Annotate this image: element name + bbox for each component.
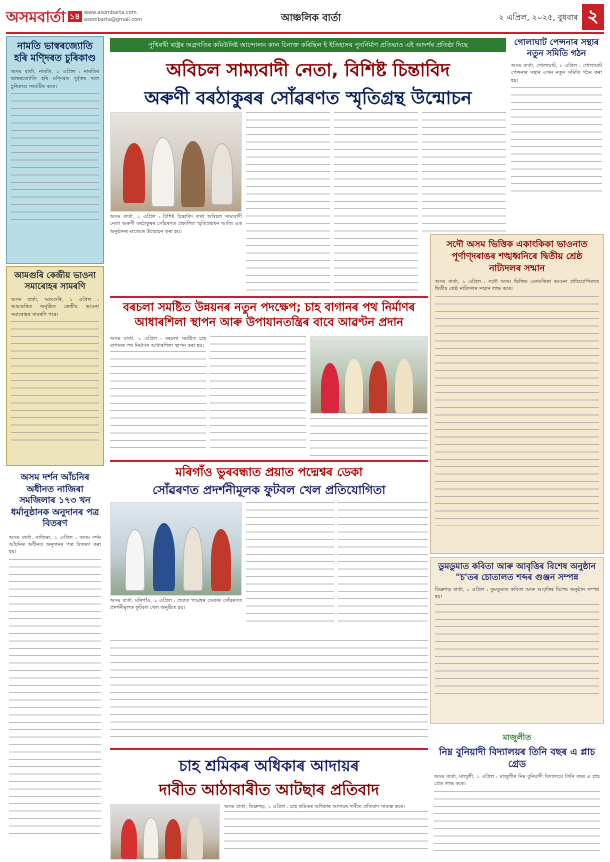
story3-caption [110,598,242,613]
right-school-kicker: মাজুলীত [502,733,532,742]
story2-text-col-2 [210,336,306,454]
right-box-headline[interactable]: গোলাঘাট পেন্সনাৰ সন্থাৰ নতুন সমিতি গঠন [514,38,599,59]
text-lines [11,93,99,223]
text-lines [11,321,99,447]
story3-headline-line2[interactable]: সোঁৱৰণত প্ৰদৰ্শনীমূলক ফুটবল খেল প্ৰতিযোগিতা [152,483,386,497]
story3-text-col-2 [338,502,428,622]
story3-body: অসম বাৰ্তা, মৰিগাঁও, ১ এপ্ৰিল : প্ৰয়াত পদ্মেশ্বৰ ডেকাৰ সোঁৱৰণত প্ৰদৰ্শনীমূলক ফুটবল খেল অনুষ্ঠিত হয়। [110,598,242,612]
person-figure [181,141,205,207]
person-figure [153,523,175,591]
story2-body: অসম বাৰ্তা, ১ এপ্ৰিল : বৰচলা সমষ্টিত চাহ বাগানৰ পথ নিৰ্মাণৰ আধাৰশিলা স্থাপন কৰা হয়। [110,336,206,350]
left-box2-headline[interactable]: আমগুৰি কেন্দ্ৰীয় ভাওনা সমাৰোহৰ সামৰণি [14,271,96,292]
story4-headline-line2[interactable]: দাবীত আঠাবাৰীত আটছাৰ প্ৰতিবাদ [158,781,380,799]
right-school-headline[interactable]: নিম্ন বুনিয়াদী বিদ্যালয়ৰ তিনি বছৰ এ প্লাচ গ্ৰেড [439,747,595,770]
right-school-story [430,728,604,858]
lead-text-col-1 [246,112,330,294]
text-lines [224,811,428,851]
person-figure [151,137,175,207]
right-box-body: অসম বাৰ্তা, গোলাঘাট, ১ এপ্ৰিল : গোলাঘাট পেন্সনাৰ সন্থাৰ এখন নতুন সমিতি গঠন কৰা হয়। [511,63,602,84]
person-figure [369,361,387,413]
text-lines [422,112,506,232]
story4-text [224,804,428,851]
lead-photo [110,112,242,212]
left-news-box [6,36,104,264]
story4-photo [110,804,220,860]
divider-line [110,460,428,462]
person-figure [187,817,203,859]
page-number: ২ [582,4,604,30]
person-figure [165,819,181,859]
story2-text-col-3 [310,418,428,458]
story2-headline[interactable] [110,300,428,330]
website-text: www.asombarta.com [84,10,137,16]
person-figure [183,527,203,591]
lead-headline-line2[interactable]: অৰুণী বৰঠাকুৰৰ সোঁৱৰণত স্মৃতিগ্ৰন্থ উন্মোচন [144,88,472,109]
story3-text-col-1 [246,502,334,622]
right-feature-headline[interactable]: সদৌ অসম ভিত্তিক একাংকিকা ভাওনাত পূৰ্ণাণ্দৰাঙৰ শঙ্খধ্বনিৰে দ্বিতীয় শ্ৰেষ্ঠ নাট্যদলৰ সন্মান [446,240,588,274]
text-lines [435,296,599,526]
dateline: ২ এপ্ৰিল, ২০২৫, বুধবাৰ [498,13,578,22]
logo-tag: ১৪ [69,12,80,21]
text-lines [110,351,206,451]
left-box2-body: অসম বাৰ্তা, আমগুৰি, ১ এপ্ৰিল : আমগুৰিত অনুষ্ঠিত কেন্দ্ৰীয় ভাওনা সমাৰোহৰ সামৰণি পৰে। [11,297,99,318]
person-figure [211,143,233,205]
person-figure [321,363,339,413]
story3-photo [110,502,242,596]
lead-photo-caption [110,214,242,236]
text-lines [210,336,306,454]
left-box-body: অসম বাৰ্তা, নামতি, ১ এপ্ৰিল : নামতিৰ ভাস্বৰজ্যোতি হৰি মণ্দিৰত দুৰ্বৃত্তৰ দলে চুৰিকাণ্ড সংঘটিত কৰে। [11,69,99,90]
divider-line [110,748,428,750]
contact-info [84,10,142,24]
person-figure [143,817,159,859]
right-poetry-box [430,557,604,724]
story4-body: অসম বাৰ্তা, ডিব্ৰুগড়, ১ এপ্ৰিল : চাহ শ্ৰমিকৰ অধিকাৰ আদায়ৰ দাবীত প্ৰতিবাদ সাব্যস্ত কৰে। [224,804,405,810]
story2-text [110,336,206,451]
right-news-box [509,36,604,232]
person-figure [125,529,145,591]
left-news-column [6,470,104,860]
lead-kicker: পুথিৰখী ৰাষ্ট্ৰৰ অগ্ৰগতিৰ কমিউনিষ্ট আন্দোলন কাল চিনাক্ত কৰিছিল ই ইতিহাসৰ পুনৰ্নিৰ্মাণ প্ৰতিভাও এই আদৰ্শৰ প্ৰতিষ্ঠা দিছে [110,38,506,52]
text-lines [9,559,101,839]
text-lines [246,112,330,294]
story2-photo [310,336,428,414]
lead-text-col-2 [334,112,418,294]
story4-headline-line1[interactable]: চাহ শ্ৰমিকৰ অধিকাৰ আদায়ৰ [178,757,360,775]
left-col-headline[interactable]: অসম দৰ্শন আঁচনিৰ অধীনত নাজিৰা সমজিলাৰ ১৭৩ খন ধৰ্মানুষ্ঠানক অনুদানৰ পত্ৰ বিতৰণ [10,473,100,529]
right-feature-body: অসম বাৰ্তা, ১ এপ্ৰিল : সদৌ অসম ভিত্তিক একাংকিকা ভাওনা প্ৰতিযোগিতাত দ্বিতীয় শ্ৰেষ্ঠ নাট্যদলৰ সন্মান লাভ কৰে। [435,279,599,293]
email-text: asombarta@gmail.com [84,17,143,23]
lead-text-col-3 [422,112,506,232]
person-figure [211,529,231,591]
person-figure [345,359,363,413]
text-lines [338,502,428,622]
text-lines [310,418,428,458]
story3-text-lower [110,640,428,740]
story2-headline-line2: আধাৰশিলা স্থাপন আৰু উপাযানতন্ত্ৰিৰ বাবে আৱণ্টন প্ৰদান [134,315,404,329]
person-figure [123,143,145,203]
story3-headline-line1[interactable]: মৰিগাঁও ভুৰবন্ধাত প্ৰয়াত পদ্মেশ্বৰ ডেকা [175,465,363,479]
lead-headline-line1[interactable]: অবিচল সাম্যবাদী নেতা, বিশিষ্ট চিন্তাবিদ [166,60,450,81]
story2-headline-line1: বৰচলা সমষ্টিত উন্নয়নৰ নতুন পদক্ষেপ; চাহ বাগানৰ পথ নিৰ্মাণৰ [122,300,416,314]
right-poetry-headline[interactable]: ডুমডুমাত কবিতা আৰু আবৃত্তিৰ বিশেষ অনুষ্ঠান "চ'তৰ চোতালত শব্দৰ গুঞ্জন সম্পন্ন [438,562,596,583]
text-lines [334,112,418,294]
text-lines [434,791,600,851]
section-title: আঞ্চলিক বাৰ্তা [281,13,342,24]
text-lines [435,604,599,699]
right-school-body: অসম বাৰ্তা, মাজুলী, ১ এপ্ৰিল : মাজুলীৰ নিম্ন বুনিয়াদী বিদ্যালয়ে তিনি বছৰ এ প্লাচ গ্ৰেড লাভ কৰে। [434,774,600,788]
text-lines [246,502,334,622]
right-feature-box [430,234,604,554]
text-lines [511,87,602,197]
left-news-box-2 [6,266,104,466]
text-lines [110,640,428,740]
right-poetry-body: ডিব্ৰুগড় বাৰ্তা, ১ এপ্ৰিল : ডুমডুমাত কবিতা আৰু আবৃত্তিৰ বিশেষ অনুষ্ঠান সম্পন্ন হয়। [435,587,599,601]
left-box-headline[interactable]: নামতি ভাস্বৰজ্যোতি হৰি মণ্দিৰত চুৰিকাণ্ড [14,41,96,64]
person-figure [395,359,413,413]
newspaper-logo[interactable]: অসমবাৰ্তা ১৪ [6,8,80,26]
left-col-body: অসম বাৰ্তা, নাজিৰা, ১ এপ্ৰিল : অসম দৰ্শন আঁচনিৰ অধীনত অনুদানৰ পত্ৰ বিতৰণ কৰা হয়। [9,534,101,556]
person-figure [121,819,137,859]
masthead [6,4,604,34]
divider-line [110,296,428,298]
lead-body: অসম বাৰ্তা, ১ এপ্ৰিল : বিশিষ্ট চিন্তাবিদ তথা অবিচল সাম্যবাদী নেতা অৰুণী বৰঠাকুৰৰ সোঁৱৰণত প্ৰকাশিত স্মৃতিগ্ৰন্থখন আজি এক অনুষ্ঠানৰ মাজেৰে উন্মোচন কৰা হয়। [110,214,242,235]
